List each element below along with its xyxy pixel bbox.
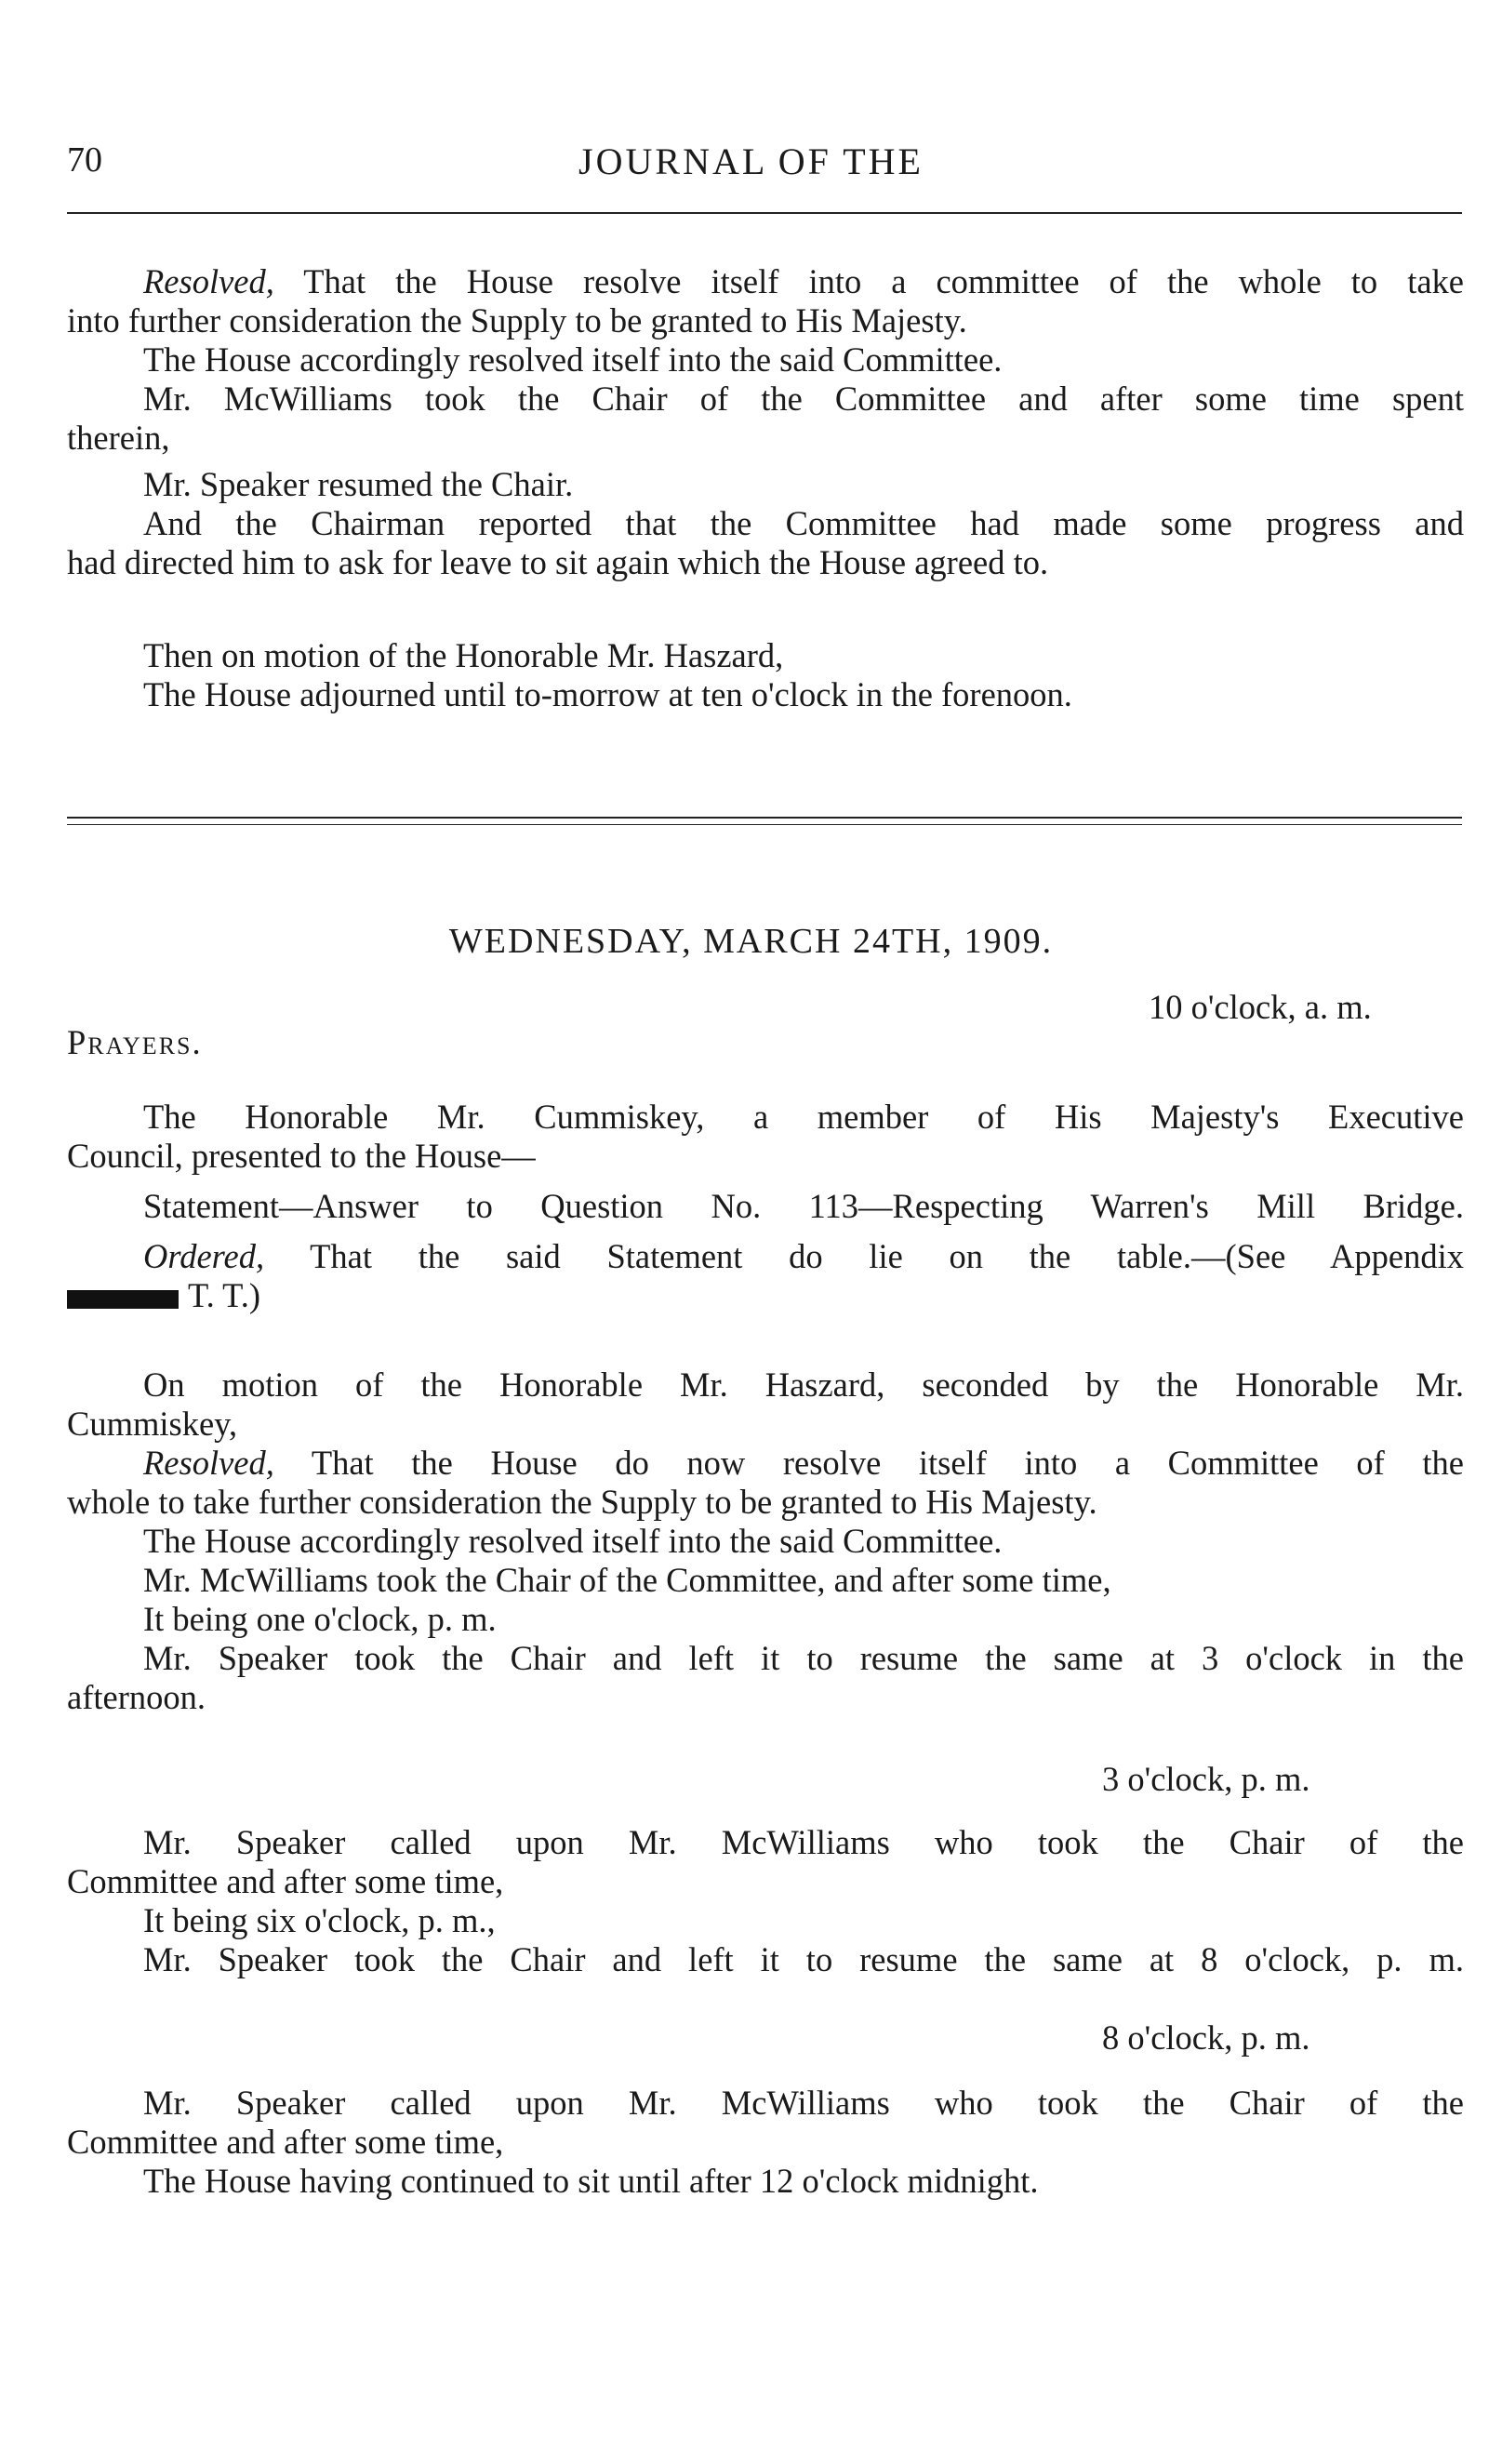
para-ordered: Ordered, That the said Statement do lie on the table.—(See Appendix <box>143 1237 1464 1275</box>
resolved-label-2: Resolved, <box>143 1444 274 1482</box>
time-8pm: 8 o'clock, p. m. <box>1102 2018 1310 2057</box>
para-chair-1-cont: therein, <box>67 419 170 457</box>
para-resolved-1: Resolved, That the House resolve itself into a committee of the whole to take <box>143 262 1464 300</box>
header-rule <box>67 212 1462 214</box>
para-chair-1: Mr. McWilliams took the Chair of the Committee and after some time spent <box>143 380 1464 418</box>
para-motion-seconded-cont: Cummiskey, <box>67 1405 238 1443</box>
para-called-upon-1-cont: Committee and after some time, <box>67 1862 504 1900</box>
section-rule-top <box>67 817 1462 819</box>
para-speaker-3oclock-cont: afternoon. <box>67 1678 206 1716</box>
time-10am: 10 o'clock, a. m. <box>1149 988 1372 1026</box>
para-adjourned: The House adjourned until to-morrow at ten o'clock in the forenoon. <box>143 675 1072 713</box>
prayers-label: Prayers. <box>67 1023 203 1061</box>
resolved-label: Resolved, <box>143 262 274 300</box>
para-cummiskey-presented: The Honorable Mr. Cummiskey, a member of His Majesty's Executive <box>143 1098 1464 1136</box>
time-3pm: 3 o'clock, p. m. <box>1102 1760 1310 1798</box>
section-rule-bottom <box>67 824 1462 825</box>
para-speaker-resumed: Mr. Speaker resumed the Chair. <box>143 465 574 503</box>
para-speaker-3oclock: Mr. Speaker took the Chair and left it to resume the same at 3 o'clock in the <box>143 1639 1464 1677</box>
para-speaker-8oclock: Mr. Speaker took the Chair and left it to resume the same at 8 o'clock, p. m. <box>143 1940 1464 1978</box>
para-statement: Statement—Answer to Question No. 113—Respecting Warren's Mill Bridge. <box>143 1187 1464 1225</box>
ordered-label: Ordered, <box>143 1237 265 1275</box>
para-resolved-2: Resolved, That the House do now resolve itself into a Committee of the <box>143 1444 1464 1482</box>
para-accordingly-2: The House accordingly resolved itself into the said Committee. <box>143 1522 1003 1560</box>
para-motion-seconded: On motion of the Honorable Mr. Haszard, seconded by the Honorable Mr. <box>143 1365 1464 1404</box>
page-number: 70 <box>67 140 102 180</box>
redaction-mark <box>67 1290 179 1309</box>
para-six-oclock: It being six o'clock, p. m., <box>143 1901 496 1939</box>
para-cummiskey-presented-cont: Council, presented to the House— <box>67 1137 536 1175</box>
page-title: JOURNAL OF THE <box>578 140 924 182</box>
para-midnight: The House having continued to sit until after 12 o'clock midnight. <box>143 2162 1039 2200</box>
para-resolved-1-cont: into further consideration the Supply to be granted to His Majesty. <box>67 301 967 340</box>
para-called-upon-2-cont: Committee and after some time, <box>67 2123 504 2161</box>
para-accordingly-1: The House accordingly resolved itself into the said Committee. <box>143 340 1003 379</box>
para-chairman-reported: And the Chairman reported that the Committee had made some progress and <box>143 504 1464 542</box>
para-chairman-reported-cont: had directed him to ask for leave to sit again which the House agreed to. <box>67 543 1049 581</box>
para-called-upon-1: Mr. Speaker called upon Mr. McWilliams who took the Chair of the <box>143 1823 1464 1861</box>
date-heading: WEDNESDAY, MARCH 24TH, 1909. <box>448 922 1054 961</box>
para-one-oclock: It being one o'clock, p. m. <box>143 1600 497 1638</box>
para-called-upon-2: Mr. Speaker called upon Mr. McWilliams who took the Chair of the <box>143 2084 1464 2122</box>
para-mcwilliams-chair: Mr. McWilliams took the Chair of the Committee, and after some time, <box>143 1561 1111 1599</box>
para-ordered-cont: T. T.) <box>67 1276 260 1315</box>
para-resolved-2-cont: whole to take further consideration the Supply to be granted to His Majesty. <box>67 1483 1097 1521</box>
para-motion-haszard: Then on motion of the Honorable Mr. Haszard, <box>143 636 784 674</box>
